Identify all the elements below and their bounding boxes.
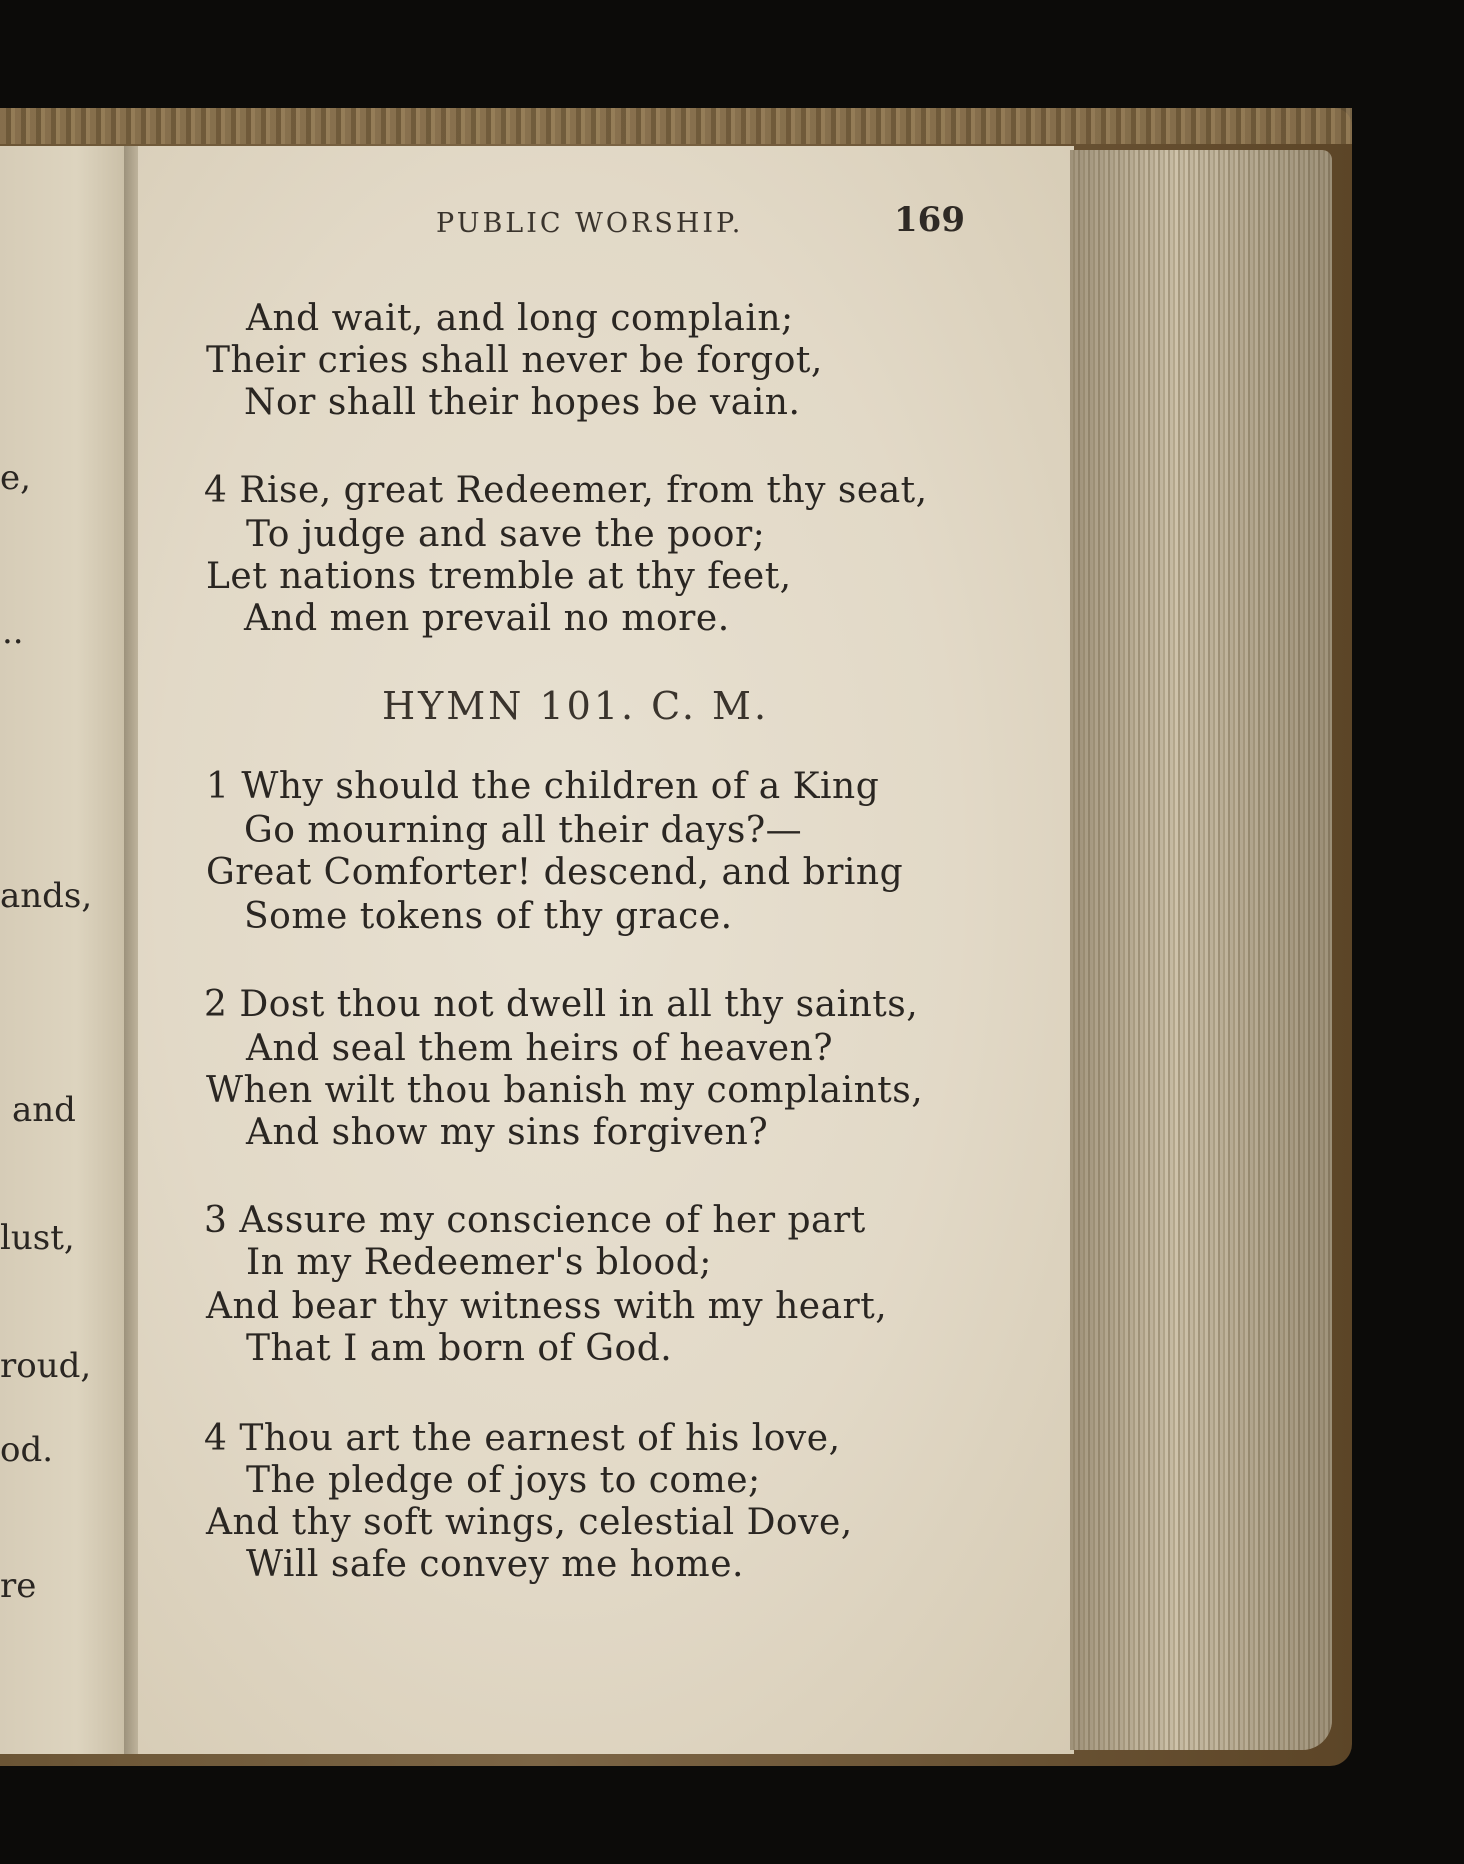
verse-line: To judge and save the poor;: [246, 514, 766, 555]
page-edges-shade: [1070, 150, 1332, 1750]
running-head: PUBLIC WORSHIP.: [436, 208, 744, 239]
verse-line: And bear thy witness with my heart,: [206, 1286, 888, 1327]
verse-line: 4 Rise, great Redeemer, from thy seat,: [204, 470, 928, 511]
verse-line: The pledge of joys to come;: [246, 1460, 761, 1501]
page-number: 169: [894, 200, 965, 240]
verse-line: 4 Thou art the earnest of his love,: [204, 1418, 841, 1459]
left-page-fragment: and: [12, 1090, 76, 1130]
verse-line: And wait, and long complain;: [246, 298, 794, 339]
verse-line: And thy soft wings, celestial Dove,: [206, 1502, 853, 1543]
verse-line: In my Redeemer's blood;: [246, 1242, 712, 1283]
verse-line: And seal them heirs of heaven?: [246, 1028, 834, 1069]
left-page-fragment: roud,: [0, 1346, 92, 1386]
left-page-fragment: re: [0, 1566, 37, 1606]
verse-line: Nor shall their hopes be vain.: [244, 382, 801, 423]
verse-line: 1 Why should the children of a King: [206, 766, 880, 807]
left-page: [0, 146, 128, 1754]
verse-line: Will safe convey me home.: [246, 1544, 744, 1585]
verse-line: Let nations tremble at thy feet,: [206, 556, 792, 597]
verse-line: Go mourning all their days?—: [244, 810, 803, 851]
verse-line: Great Comforter! descend, and bring: [206, 852, 904, 893]
verse-line: 3 Assure my conscience of her part: [204, 1200, 866, 1241]
left-page-fragment: od.: [0, 1430, 54, 1470]
left-page-fragment: lust,: [0, 1218, 75, 1258]
verse-line: That I am born of God.: [246, 1328, 673, 1369]
verse-line: Some tokens of thy grace.: [244, 896, 733, 937]
verse-line: And show my sins forgiven?: [246, 1112, 769, 1153]
verse-line: And men prevail no more.: [244, 598, 730, 639]
left-page-fragment: ..: [2, 612, 24, 652]
verse-line: 2 Dost thou not dwell in all thy saints,: [204, 984, 919, 1025]
cover-top-edge: [0, 108, 1352, 144]
left-page-fragment: ands,: [0, 876, 93, 916]
left-page-fragment: e,: [0, 458, 31, 498]
hymn-heading: HYMN 101. C. M.: [382, 684, 770, 728]
verse-line: When wilt thou banish my complaints,: [206, 1070, 924, 1111]
verse-line: Their cries shall never be forgot,: [206, 340, 823, 381]
